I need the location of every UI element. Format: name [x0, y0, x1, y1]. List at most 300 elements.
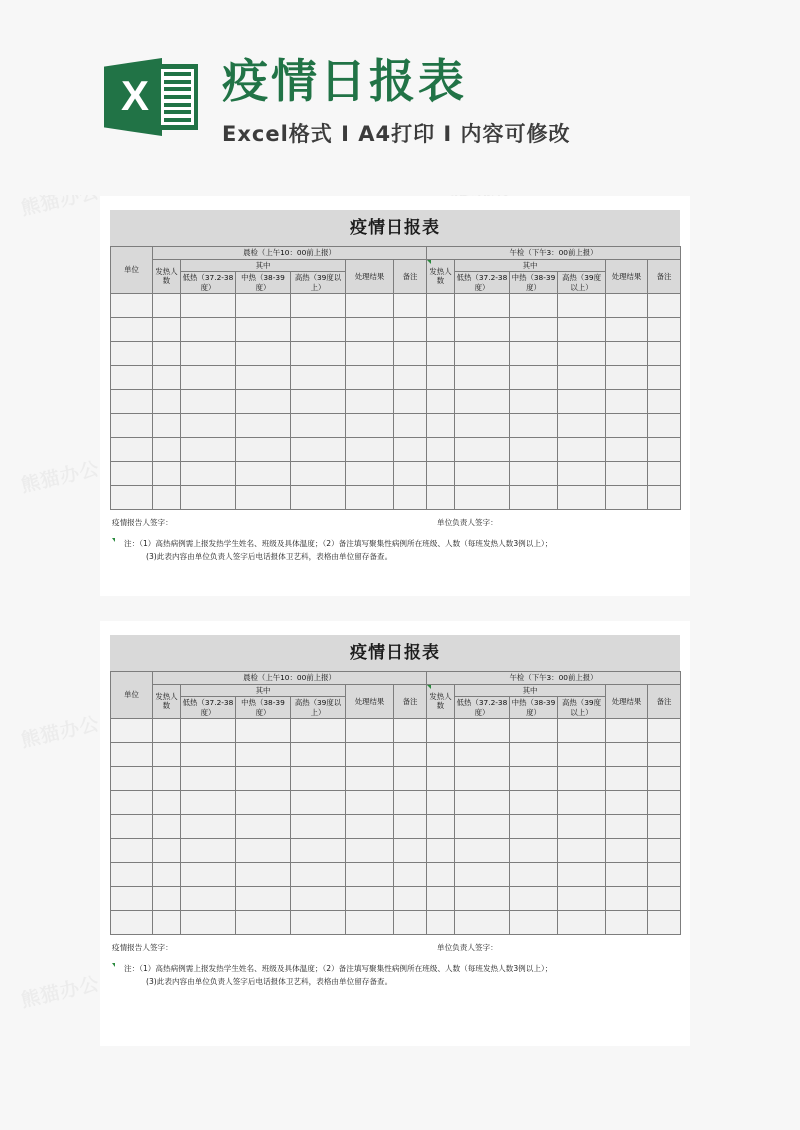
- table-cell[interactable]: [346, 719, 394, 743]
- table-cell[interactable]: [291, 911, 346, 935]
- table-cell[interactable]: [455, 390, 510, 414]
- table-header-mid-row: [111, 684, 681, 697]
- table-cell[interactable]: [648, 318, 681, 342]
- table-row[interactable]: [111, 318, 681, 342]
- table-cell[interactable]: [236, 438, 291, 462]
- header-mid-fever-pm: 中热（38-39度）: [510, 272, 558, 294]
- table-cell[interactable]: [558, 719, 606, 743]
- table-cell[interactable]: [606, 887, 648, 911]
- table-row[interactable]: [111, 366, 681, 390]
- table-cell[interactable]: [346, 815, 394, 839]
- table-cell[interactable]: [648, 294, 681, 318]
- table-cell[interactable]: [427, 438, 455, 462]
- header-mid-fever-am: 中热（38-39度）: [236, 272, 291, 294]
- table-cell[interactable]: [181, 887, 236, 911]
- table-cell[interactable]: [648, 366, 681, 390]
- table-cell[interactable]: [236, 294, 291, 318]
- table-cell[interactable]: [153, 719, 181, 743]
- header-group-afternoon: 午检（下午3：00前上报）: [427, 247, 681, 260]
- table-cell[interactable]: [236, 486, 291, 510]
- table-cell[interactable]: [153, 863, 181, 887]
- table-cell[interactable]: [181, 791, 236, 815]
- table-cell[interactable]: [181, 462, 236, 486]
- table-cell[interactable]: [153, 767, 181, 791]
- table-cell[interactable]: [648, 911, 681, 935]
- table-cell[interactable]: [153, 839, 181, 863]
- table-header-mid-row: [111, 259, 681, 272]
- reporter-signature-label: 疫情报告人签字：: [112, 943, 173, 952]
- table-cell[interactable]: [455, 767, 510, 791]
- table-cell[interactable]: [111, 366, 153, 390]
- table-cell[interactable]: [510, 743, 558, 767]
- table-cell[interactable]: [181, 743, 236, 767]
- header-low-fever-pm: 低热（37.2-38度）: [455, 697, 510, 719]
- table-cell[interactable]: [181, 486, 236, 510]
- table-cell[interactable]: [558, 887, 606, 911]
- table-cell[interactable]: [236, 462, 291, 486]
- table-cell[interactable]: [153, 342, 181, 366]
- excel-icon-rows: [161, 69, 194, 125]
- table-cell[interactable]: [558, 791, 606, 815]
- table-cell[interactable]: [181, 318, 236, 342]
- table-cell[interactable]: [291, 743, 346, 767]
- table-cell[interactable]: [291, 815, 346, 839]
- table-row[interactable]: [111, 863, 681, 887]
- header-mid-fever-am: 中热（38-39度）: [236, 697, 291, 719]
- table-header-group-row: [111, 247, 681, 260]
- table-cell[interactable]: [455, 438, 510, 462]
- table-cell[interactable]: [510, 294, 558, 318]
- table-cell[interactable]: [510, 911, 558, 935]
- table-cell[interactable]: [510, 863, 558, 887]
- header-remark-pm: 备注: [648, 259, 681, 294]
- table-cell[interactable]: [291, 767, 346, 791]
- note-block: [110, 962, 680, 988]
- header-low-fever-am: 低热（37.2-38度）: [181, 697, 236, 719]
- table-cell[interactable]: [346, 743, 394, 767]
- table-cell[interactable]: [291, 863, 346, 887]
- table-cell[interactable]: [455, 342, 510, 366]
- table-cell[interactable]: [291, 294, 346, 318]
- table-cell[interactable]: [346, 767, 394, 791]
- header-result-am: 处理结果: [346, 259, 394, 294]
- table-cell[interactable]: [558, 342, 606, 366]
- table-cell[interactable]: [181, 342, 236, 366]
- table-cell[interactable]: [291, 318, 346, 342]
- table-cell[interactable]: [291, 486, 346, 510]
- table-cell[interactable]: [510, 486, 558, 510]
- table-cell[interactable]: [111, 390, 153, 414]
- table-cell[interactable]: [346, 887, 394, 911]
- table-cell[interactable]: [510, 390, 558, 414]
- table-cell[interactable]: [427, 390, 455, 414]
- table-cell[interactable]: [291, 342, 346, 366]
- table-cell[interactable]: [606, 791, 648, 815]
- table-cell[interactable]: [236, 887, 291, 911]
- table-cell[interactable]: [291, 719, 346, 743]
- table-cell[interactable]: [346, 342, 394, 366]
- table-cell[interactable]: [236, 791, 291, 815]
- table-cell[interactable]: [111, 815, 153, 839]
- table-cell[interactable]: [606, 911, 648, 935]
- header-low-fever-am: 低热（37.2-38度）: [181, 272, 236, 294]
- table-cell[interactable]: [558, 462, 606, 486]
- table-cell[interactable]: [455, 462, 510, 486]
- table-cell[interactable]: [111, 839, 153, 863]
- table-cell[interactable]: [394, 438, 427, 462]
- table-cell[interactable]: [236, 414, 291, 438]
- table-cell[interactable]: [111, 743, 153, 767]
- excel-file-icon: [104, 52, 200, 140]
- table-cell[interactable]: [455, 911, 510, 935]
- header-result-am: 处理结果: [346, 684, 394, 719]
- table-cell[interactable]: [606, 318, 648, 342]
- page-title: 疫情日报表: [110, 210, 680, 246]
- header-result-pm: 处理结果: [606, 684, 648, 719]
- table-cell[interactable]: [606, 486, 648, 510]
- report-table[interactable]: [110, 671, 681, 935]
- table-cell[interactable]: [455, 414, 510, 438]
- table-cell[interactable]: [558, 390, 606, 414]
- table-cell[interactable]: [558, 911, 606, 935]
- table-cell[interactable]: [606, 719, 648, 743]
- table-cell[interactable]: [558, 318, 606, 342]
- table-row[interactable]: [111, 342, 681, 366]
- table-cell[interactable]: [346, 791, 394, 815]
- table-cell[interactable]: [181, 767, 236, 791]
- table-cell[interactable]: [427, 863, 455, 887]
- table-cell[interactable]: [394, 462, 427, 486]
- table-cell[interactable]: [291, 366, 346, 390]
- table-cell[interactable]: [510, 767, 558, 791]
- table-cell[interactable]: [111, 911, 153, 935]
- table-cell[interactable]: [111, 887, 153, 911]
- table-cell[interactable]: [111, 318, 153, 342]
- table-body[interactable]: [111, 719, 681, 935]
- table-cell[interactable]: [510, 719, 558, 743]
- header-remark-am: 备注: [394, 259, 427, 294]
- header-fever-count-am: 发热人数: [153, 259, 181, 294]
- table-cell[interactable]: [236, 767, 291, 791]
- table-cell[interactable]: [510, 318, 558, 342]
- table-cell[interactable]: [558, 366, 606, 390]
- table-cell[interactable]: [291, 839, 346, 863]
- table-row[interactable]: [111, 719, 681, 743]
- table-cell[interactable]: [111, 767, 153, 791]
- table-row[interactable]: [111, 486, 681, 510]
- table-cell[interactable]: [111, 294, 153, 318]
- table-cell[interactable]: [394, 791, 427, 815]
- table-cell[interactable]: [346, 390, 394, 414]
- table-cell[interactable]: [111, 438, 153, 462]
- table-cell[interactable]: [558, 839, 606, 863]
- table-cell[interactable]: [558, 438, 606, 462]
- table-cell[interactable]: [181, 294, 236, 318]
- table-cell[interactable]: [111, 791, 153, 815]
- table-cell[interactable]: [606, 390, 648, 414]
- table-cell[interactable]: [455, 743, 510, 767]
- table-cell[interactable]: [153, 791, 181, 815]
- table-cell[interactable]: [291, 791, 346, 815]
- table-cell[interactable]: [648, 767, 681, 791]
- table-row[interactable]: [111, 887, 681, 911]
- table-cell[interactable]: [236, 366, 291, 390]
- table-cell[interactable]: [648, 486, 681, 510]
- table-header-group-row: [111, 672, 681, 685]
- table-row[interactable]: [111, 462, 681, 486]
- header-among-which-pm: 其中: [455, 684, 606, 697]
- table-cell[interactable]: [427, 911, 455, 935]
- page-title: 疫情日报表: [110, 635, 680, 671]
- table-cell[interactable]: [236, 815, 291, 839]
- comment-marker-icon: [112, 538, 115, 542]
- table-cell[interactable]: [427, 462, 455, 486]
- table-cell[interactable]: [558, 414, 606, 438]
- table-cell[interactable]: [455, 815, 510, 839]
- table-row[interactable]: [111, 414, 681, 438]
- table-cell[interactable]: [394, 887, 427, 911]
- table-cell[interactable]: [427, 743, 455, 767]
- table-cell[interactable]: [427, 815, 455, 839]
- table-cell[interactable]: [648, 839, 681, 863]
- header-fever-count-pm: 发热人数: [427, 259, 455, 294]
- table-cell[interactable]: [510, 438, 558, 462]
- report-sheet-1: [100, 196, 690, 596]
- table-cell[interactable]: [455, 887, 510, 911]
- banner-title: 疫情日报表: [222, 54, 467, 108]
- table-cell[interactable]: [427, 839, 455, 863]
- header-unit: 单位: [111, 672, 153, 719]
- table-cell[interactable]: [648, 791, 681, 815]
- table-cell[interactable]: [606, 366, 648, 390]
- table-cell[interactable]: [291, 390, 346, 414]
- table-cell[interactable]: [606, 767, 648, 791]
- table-cell[interactable]: [153, 743, 181, 767]
- table-cell[interactable]: [394, 911, 427, 935]
- report-table[interactable]: [110, 246, 681, 510]
- table-cell[interactable]: [455, 294, 510, 318]
- header-among-which-am: 其中: [181, 684, 346, 697]
- table-cell[interactable]: [510, 839, 558, 863]
- table-cell[interactable]: [648, 815, 681, 839]
- header-mid-fever-pm: 中热（38-39度）: [510, 697, 558, 719]
- table-cell[interactable]: [394, 815, 427, 839]
- table-cell[interactable]: [510, 462, 558, 486]
- table-cell[interactable]: [510, 366, 558, 390]
- table-cell[interactable]: [455, 719, 510, 743]
- table-cell[interactable]: [394, 366, 427, 390]
- table-cell[interactable]: [236, 863, 291, 887]
- table-cell[interactable]: [558, 486, 606, 510]
- table-row[interactable]: [111, 438, 681, 462]
- table-cell[interactable]: [394, 390, 427, 414]
- table-cell[interactable]: [153, 911, 181, 935]
- table-cell[interactable]: [427, 318, 455, 342]
- table-cell[interactable]: [153, 318, 181, 342]
- table-cell[interactable]: [291, 438, 346, 462]
- table-cell[interactable]: [648, 390, 681, 414]
- table-cell[interactable]: [236, 719, 291, 743]
- table-cell[interactable]: [346, 414, 394, 438]
- header-group-morning: 晨检（上午10：00前上报）: [153, 247, 427, 260]
- table-cell[interactable]: [153, 294, 181, 318]
- table-cell[interactable]: [427, 486, 455, 510]
- table-cell[interactable]: [394, 719, 427, 743]
- table-cell[interactable]: [346, 486, 394, 510]
- table-cell[interactable]: [153, 438, 181, 462]
- table-cell[interactable]: [111, 342, 153, 366]
- table-cell[interactable]: [181, 863, 236, 887]
- table-cell[interactable]: [648, 863, 681, 887]
- table-cell[interactable]: [427, 294, 455, 318]
- table-cell[interactable]: [394, 743, 427, 767]
- table-cell[interactable]: [111, 719, 153, 743]
- table-cell[interactable]: [291, 887, 346, 911]
- table-cell[interactable]: [236, 318, 291, 342]
- table-cell[interactable]: [394, 414, 427, 438]
- header-result-pm: 处理结果: [606, 259, 648, 294]
- table-cell[interactable]: [236, 839, 291, 863]
- table-row[interactable]: [111, 743, 681, 767]
- table-cell[interactable]: [153, 486, 181, 510]
- table-cell[interactable]: [606, 438, 648, 462]
- table-cell[interactable]: [153, 815, 181, 839]
- table-cell[interactable]: [606, 462, 648, 486]
- note-line-2: (3)此表内容由单位负责人签字后电话报体卫艺科，表格由单位留存备查。: [146, 977, 393, 986]
- header-among-which-am: 其中: [181, 259, 346, 272]
- table-cell[interactable]: [510, 342, 558, 366]
- table-cell[interactable]: [648, 342, 681, 366]
- table-cell[interactable]: [455, 366, 510, 390]
- table-row[interactable]: [111, 911, 681, 935]
- table-cell[interactable]: [558, 294, 606, 318]
- table-cell[interactable]: [346, 318, 394, 342]
- table-cell[interactable]: [455, 318, 510, 342]
- table-cell[interactable]: [236, 911, 291, 935]
- table-row[interactable]: [111, 791, 681, 815]
- table-row[interactable]: [111, 839, 681, 863]
- table-cell[interactable]: [558, 863, 606, 887]
- note-block: [110, 537, 680, 563]
- table-cell[interactable]: [394, 294, 427, 318]
- table-cell[interactable]: [648, 887, 681, 911]
- header-remark-pm: 备注: [648, 684, 681, 719]
- table-cell[interactable]: [111, 486, 153, 510]
- table-cell[interactable]: [558, 743, 606, 767]
- table-cell[interactable]: [346, 366, 394, 390]
- table-cell[interactable]: [455, 791, 510, 815]
- table-cell[interactable]: [455, 486, 510, 510]
- banner-subtitle: Excel格式 Ⅰ A4打印 Ⅰ 内容可修改: [222, 122, 571, 146]
- table-cell[interactable]: [427, 366, 455, 390]
- table-cell[interactable]: [394, 863, 427, 887]
- table-cell[interactable]: [606, 839, 648, 863]
- table-cell[interactable]: [394, 839, 427, 863]
- table-cell[interactable]: [153, 414, 181, 438]
- table-cell[interactable]: [427, 414, 455, 438]
- table-row[interactable]: [111, 815, 681, 839]
- table-cell[interactable]: [111, 414, 153, 438]
- table-cell[interactable]: [181, 414, 236, 438]
- table-cell[interactable]: [346, 863, 394, 887]
- table-cell[interactable]: [181, 366, 236, 390]
- table-cell[interactable]: [606, 815, 648, 839]
- table-cell[interactable]: [427, 342, 455, 366]
- table-cell[interactable]: [510, 791, 558, 815]
- table-cell[interactable]: [394, 767, 427, 791]
- table-cell[interactable]: [236, 743, 291, 767]
- table-cell[interactable]: [181, 390, 236, 414]
- table-cell[interactable]: [558, 815, 606, 839]
- table-body[interactable]: [111, 294, 681, 510]
- table-cell[interactable]: [648, 414, 681, 438]
- table-cell[interactable]: [394, 318, 427, 342]
- table-cell[interactable]: [606, 294, 648, 318]
- table-cell[interactable]: [606, 342, 648, 366]
- table-cell[interactable]: [346, 462, 394, 486]
- table-cell[interactable]: [427, 791, 455, 815]
- note-line-1: 注：（1）高热病例需上报发热学生姓名、班级及具体温度；（2）备注填写聚集性病例所在班级、人数（每班发热人数3例以上）；: [124, 964, 553, 973]
- table-cell[interactable]: [346, 294, 394, 318]
- table-cell[interactable]: [455, 863, 510, 887]
- table-cell[interactable]: [427, 887, 455, 911]
- table-row[interactable]: [111, 767, 681, 791]
- table-cell[interactable]: [346, 839, 394, 863]
- table-cell[interactable]: [510, 414, 558, 438]
- table-cell[interactable]: [111, 863, 153, 887]
- table-cell[interactable]: [236, 342, 291, 366]
- table-cell[interactable]: [427, 767, 455, 791]
- table-cell[interactable]: [648, 719, 681, 743]
- signature-row: [110, 942, 680, 953]
- excel-icon-sheet: [157, 64, 198, 130]
- table-cell[interactable]: [181, 839, 236, 863]
- table-cell[interactable]: [510, 815, 558, 839]
- table-cell[interactable]: [181, 438, 236, 462]
- table-cell[interactable]: [153, 887, 181, 911]
- table-cell[interactable]: [606, 414, 648, 438]
- table-cell[interactable]: [291, 414, 346, 438]
- table-cell[interactable]: [455, 839, 510, 863]
- table-cell[interactable]: [346, 911, 394, 935]
- table-cell[interactable]: [510, 887, 558, 911]
- table-cell[interactable]: [291, 462, 346, 486]
- table-cell[interactable]: [111, 462, 153, 486]
- table-cell[interactable]: [427, 719, 455, 743]
- table-row[interactable]: [111, 294, 681, 318]
- table-cell[interactable]: [648, 743, 681, 767]
- table-cell[interactable]: [606, 743, 648, 767]
- table-cell[interactable]: [181, 911, 236, 935]
- table-cell[interactable]: [346, 438, 394, 462]
- header-fever-count-am: 发热人数: [153, 684, 181, 719]
- table-cell[interactable]: [558, 767, 606, 791]
- table-cell[interactable]: [648, 438, 681, 462]
- table-cell[interactable]: [648, 462, 681, 486]
- table-cell[interactable]: [394, 342, 427, 366]
- table-cell[interactable]: [606, 863, 648, 887]
- header-fever-count-pm: 发热人数: [427, 684, 455, 719]
- table-cell[interactable]: [181, 719, 236, 743]
- table-cell[interactable]: [236, 390, 291, 414]
- table-cell[interactable]: [394, 486, 427, 510]
- table-cell[interactable]: [153, 366, 181, 390]
- table-cell[interactable]: [153, 390, 181, 414]
- table-cell[interactable]: [181, 815, 236, 839]
- table-row[interactable]: [111, 390, 681, 414]
- header-high-fever-am: 高热（39度以上）: [291, 697, 346, 719]
- table-cell[interactable]: [153, 462, 181, 486]
